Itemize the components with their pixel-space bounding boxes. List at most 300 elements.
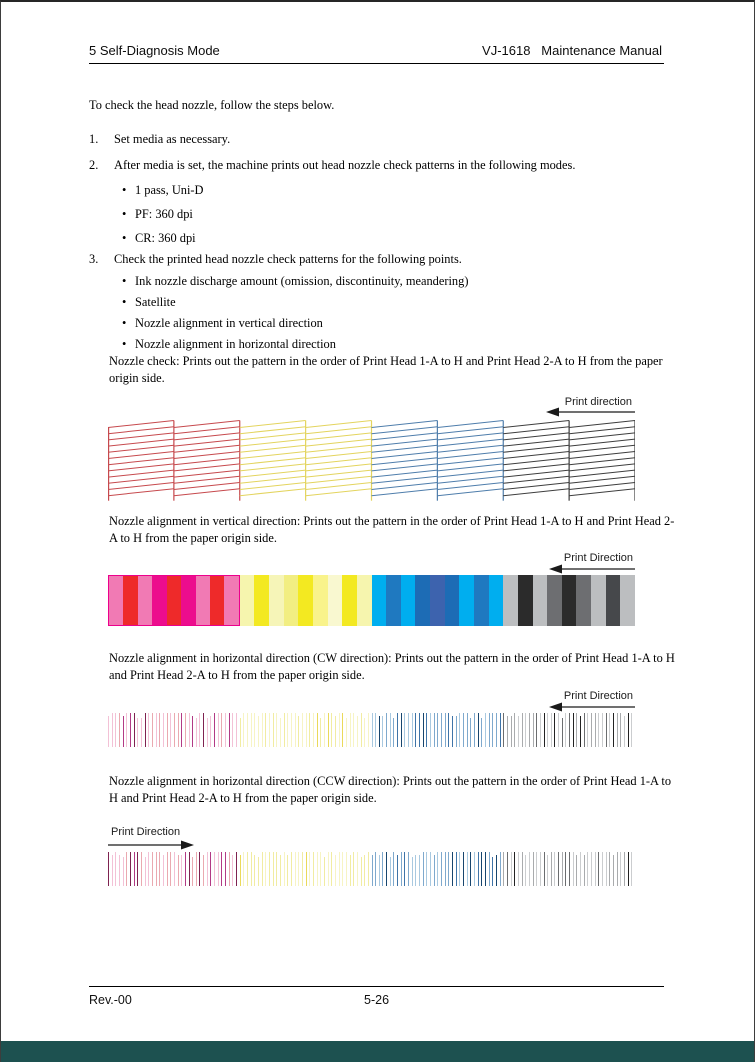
nozzle-line bbox=[419, 855, 420, 886]
print-direction-label: Print Direction bbox=[563, 552, 633, 564]
nozzle-line bbox=[507, 716, 508, 747]
nozzle-line bbox=[481, 718, 482, 747]
nozzle-line bbox=[456, 852, 457, 886]
nozzle-line bbox=[529, 713, 530, 747]
nozzle-line bbox=[119, 713, 120, 747]
bullet-text: Nozzle alignment in horizontal direction bbox=[135, 337, 336, 351]
nozzle-line bbox=[163, 713, 164, 747]
nozzle-line bbox=[328, 852, 329, 886]
nozzle-line bbox=[258, 857, 259, 886]
nozzle-line bbox=[115, 713, 116, 747]
nozzle-line bbox=[404, 852, 405, 886]
nozzle-line bbox=[624, 716, 625, 747]
bar bbox=[342, 575, 357, 626]
nozzle-line bbox=[262, 852, 263, 886]
step-text: After media is set, the machine prints out head nozzle check patterns in the following modes. bbox=[114, 158, 576, 172]
nozzle-line bbox=[115, 852, 116, 886]
nozzle-line bbox=[232, 713, 233, 747]
nozzle-line bbox=[357, 716, 358, 747]
nozzle-line bbox=[313, 852, 314, 886]
nozzle-line bbox=[185, 713, 186, 747]
nozzle-line bbox=[291, 852, 292, 886]
nozzle-line bbox=[536, 852, 537, 886]
nozzle-line bbox=[331, 852, 332, 886]
nozzle-line bbox=[609, 713, 610, 747]
nozzle-line bbox=[306, 713, 307, 747]
nozzle-line bbox=[225, 713, 226, 747]
bottom-bar bbox=[1, 1041, 754, 1062]
line-group-blue bbox=[372, 852, 504, 888]
nozzle-line bbox=[240, 718, 241, 747]
nozzle-line bbox=[130, 852, 131, 886]
line-group-yellow bbox=[240, 852, 372, 888]
nozzle-line bbox=[112, 855, 113, 886]
nozzle-line bbox=[522, 852, 523, 886]
nozzle-line bbox=[452, 852, 453, 886]
nozzle-line bbox=[364, 718, 365, 747]
nozzle-line bbox=[562, 718, 563, 747]
bar bbox=[518, 575, 533, 626]
nozzle-line bbox=[481, 852, 482, 886]
nozzle-line bbox=[324, 713, 325, 747]
nozzle-line bbox=[430, 852, 431, 886]
nozzle-line bbox=[489, 852, 490, 886]
horizontal-cw-pattern bbox=[108, 713, 635, 749]
bar bbox=[576, 575, 591, 626]
nozzle-line bbox=[364, 855, 365, 886]
nozzle-line bbox=[331, 713, 332, 747]
bullet-icon: • bbox=[122, 207, 127, 221]
nozzle-line bbox=[199, 713, 200, 747]
nozzle-line bbox=[269, 713, 270, 747]
nozzle-line bbox=[210, 716, 211, 747]
nozzle-line bbox=[426, 852, 427, 886]
nozzle-line bbox=[628, 713, 629, 747]
nozzle-line bbox=[580, 852, 581, 886]
nozzle-line bbox=[309, 713, 310, 747]
bar bbox=[591, 575, 606, 626]
step-number: 1. bbox=[89, 132, 99, 146]
nozzle-line bbox=[551, 852, 552, 886]
line-group-magenta bbox=[108, 713, 240, 749]
nozzle-line bbox=[247, 852, 248, 886]
nozzle-line bbox=[584, 713, 585, 747]
nozzle-line bbox=[445, 852, 446, 886]
bullet-text: Nozzle alignment in vertical direction bbox=[135, 316, 323, 330]
bar-group-cyan bbox=[372, 575, 504, 626]
nozzle-line bbox=[361, 857, 362, 886]
nozzle-line bbox=[174, 852, 175, 886]
nozzle-line bbox=[408, 852, 409, 886]
nozzle-line bbox=[243, 852, 244, 886]
nozzle-line bbox=[496, 855, 497, 886]
nozzle-line bbox=[397, 713, 398, 747]
nozzle-line bbox=[178, 855, 179, 886]
bullet-icon: • bbox=[122, 183, 127, 197]
nozzle-line bbox=[547, 855, 548, 886]
step-1 bbox=[89, 131, 230, 148]
bullet-item bbox=[122, 206, 193, 223]
nozzle-line bbox=[276, 852, 277, 886]
nozzle-line bbox=[522, 713, 523, 747]
nozzle-line bbox=[170, 852, 171, 886]
nozzle-line bbox=[280, 718, 281, 747]
print-direction-label: Print Direction bbox=[111, 826, 181, 838]
nozzle-line bbox=[324, 857, 325, 886]
nozzle-line bbox=[141, 718, 142, 747]
nozzle-line bbox=[580, 716, 581, 747]
nozzle-line bbox=[503, 713, 504, 747]
nozzle-line bbox=[137, 852, 138, 886]
nozzle-line bbox=[565, 852, 566, 886]
bullet-item bbox=[122, 230, 196, 247]
nozzle-line bbox=[587, 852, 588, 886]
nozzle-line bbox=[353, 713, 354, 747]
line-group-blue bbox=[372, 713, 504, 749]
nozzle-line bbox=[196, 852, 197, 886]
nozzle-line bbox=[536, 713, 537, 747]
bar-group-magenta bbox=[108, 575, 240, 626]
nozzle-line bbox=[346, 718, 347, 747]
bullet-text: Ink nozzle discharge amount (omission, discontinuity, meandering) bbox=[135, 274, 469, 288]
nozzle-line bbox=[503, 852, 504, 886]
nozzle-line bbox=[317, 713, 318, 747]
footer-rule bbox=[89, 986, 664, 987]
nozzle-line bbox=[218, 713, 219, 747]
nozzle-line bbox=[276, 713, 277, 747]
nozzle-line bbox=[207, 718, 208, 747]
nozzle-line bbox=[291, 713, 292, 747]
nozzle-line bbox=[126, 852, 127, 886]
nozzle-line bbox=[328, 713, 329, 747]
nozzle-line bbox=[558, 852, 559, 886]
bullet-item bbox=[122, 315, 323, 332]
nozzle-line bbox=[368, 713, 369, 747]
nozzle-line bbox=[251, 852, 252, 886]
nozzle-line bbox=[357, 852, 358, 886]
nozzle-line bbox=[221, 713, 222, 747]
nozzle-line bbox=[372, 855, 373, 886]
nozzle-line bbox=[598, 852, 599, 886]
bar bbox=[474, 575, 489, 626]
nozzle-line bbox=[174, 713, 175, 747]
nozzle-line bbox=[232, 855, 233, 886]
nozzle-line bbox=[251, 713, 252, 747]
nozzle-line bbox=[412, 713, 413, 747]
nozzle-line bbox=[342, 852, 343, 886]
nozzle-line bbox=[613, 855, 614, 886]
nozzle-line bbox=[218, 852, 219, 886]
bar bbox=[445, 575, 460, 626]
bar bbox=[386, 575, 401, 626]
nozzle-line bbox=[185, 852, 186, 886]
nozzle-line bbox=[295, 713, 296, 747]
nozzle-line bbox=[401, 713, 402, 747]
nozzle-line bbox=[511, 716, 512, 747]
nozzle-line bbox=[540, 713, 541, 747]
nozzle-line bbox=[573, 852, 574, 886]
nozzle-line bbox=[448, 713, 449, 747]
bar-group-yellow bbox=[240, 575, 372, 626]
bar bbox=[224, 576, 238, 625]
nozzle-line bbox=[350, 855, 351, 886]
nozzle-line bbox=[474, 713, 475, 747]
nozzle-line bbox=[470, 718, 471, 747]
nozzle-line bbox=[492, 713, 493, 747]
bar bbox=[503, 575, 518, 626]
nozzle-line bbox=[390, 713, 391, 747]
nozzle-line bbox=[478, 713, 479, 747]
nozzle-line bbox=[452, 716, 453, 747]
bar bbox=[181, 576, 195, 625]
nozzle-line bbox=[525, 713, 526, 747]
bar bbox=[152, 576, 166, 625]
nozzle-line bbox=[375, 713, 376, 747]
bar bbox=[357, 575, 372, 626]
nozzle-line bbox=[123, 857, 124, 886]
nozzle-line bbox=[514, 852, 515, 886]
bar bbox=[254, 575, 269, 626]
bullet-text: 1 pass, Uni-D bbox=[135, 183, 204, 197]
nozzle-line bbox=[609, 852, 610, 886]
nozzle-line bbox=[382, 716, 383, 747]
nozzle-line bbox=[408, 713, 409, 747]
caption-vertical: Nozzle alignment in vertical direction: Prints out the pattern in the order of Print Head 1-A to H and Print Head 2-A to H from the paper origin side. bbox=[109, 514, 675, 545]
nozzle-line bbox=[631, 852, 632, 886]
nozzle-line bbox=[474, 852, 475, 886]
nozzle-line bbox=[236, 713, 237, 747]
nozzle-line bbox=[192, 857, 193, 886]
nozzle-line bbox=[518, 716, 519, 747]
nozzle-line bbox=[437, 852, 438, 886]
nozzle-line bbox=[339, 852, 340, 886]
nozzle-line bbox=[137, 718, 138, 747]
nozzle-line bbox=[265, 852, 266, 886]
nozzle-line bbox=[393, 852, 394, 886]
nozzle-line bbox=[470, 852, 471, 886]
nozzle-line bbox=[134, 713, 135, 747]
nozzle-line bbox=[273, 852, 274, 886]
nozzle-line bbox=[284, 713, 285, 747]
nozzle-line bbox=[130, 713, 131, 747]
nozzle-line bbox=[390, 857, 391, 886]
bar bbox=[430, 575, 445, 626]
nozzle-line bbox=[489, 713, 490, 747]
bar bbox=[459, 575, 474, 626]
bar bbox=[415, 575, 430, 626]
nozzle-line bbox=[339, 713, 340, 747]
nozzle-line bbox=[287, 713, 288, 747]
nozzle-line bbox=[441, 713, 442, 747]
nozzle-line bbox=[134, 852, 135, 886]
bar bbox=[138, 576, 152, 625]
nozzle-line bbox=[379, 716, 380, 747]
nozzle-line bbox=[445, 713, 446, 747]
line-group-gray bbox=[503, 713, 635, 749]
nozzle-line bbox=[302, 852, 303, 886]
nozzle-line bbox=[573, 713, 574, 747]
nozzle-line bbox=[148, 852, 149, 886]
step-number: 3. bbox=[89, 252, 99, 266]
step-number: 2. bbox=[89, 158, 99, 172]
nozzle-line bbox=[108, 716, 109, 747]
nozzle-line bbox=[602, 713, 603, 747]
nozzle-line bbox=[181, 713, 182, 747]
horizontal-ccw-pattern bbox=[108, 852, 635, 888]
nozzle-line bbox=[375, 852, 376, 886]
nozzle-line bbox=[152, 713, 153, 747]
nozzle-line bbox=[280, 855, 281, 886]
nozzle-line bbox=[595, 852, 596, 886]
bar bbox=[210, 576, 224, 625]
nozzle-line bbox=[602, 852, 603, 886]
nozzle-line bbox=[207, 852, 208, 886]
nozzle-line bbox=[393, 718, 394, 747]
nozzle-line bbox=[295, 852, 296, 886]
nozzle-line bbox=[423, 713, 424, 747]
nozzle-line bbox=[415, 855, 416, 886]
nozzle-line bbox=[467, 713, 468, 747]
nozzle-line bbox=[514, 713, 515, 747]
nozzle-line bbox=[108, 852, 109, 886]
nozzle-line bbox=[496, 713, 497, 747]
nozzle-line bbox=[467, 852, 468, 886]
nozzle-check-pattern bbox=[108, 415, 635, 501]
nozzle-line bbox=[617, 713, 618, 747]
nozzle-line bbox=[320, 852, 321, 886]
nozzle-line bbox=[229, 852, 230, 886]
line-group-yellow bbox=[240, 713, 372, 749]
nozzle-line bbox=[221, 852, 222, 886]
nozzle-line bbox=[240, 855, 241, 886]
nozzle-line bbox=[178, 713, 179, 747]
nozzle-line bbox=[236, 852, 237, 886]
bar bbox=[284, 575, 299, 626]
nozzle-line bbox=[119, 855, 120, 886]
bullet-item bbox=[122, 182, 204, 199]
nozzle-line bbox=[335, 716, 336, 747]
bar bbox=[489, 575, 504, 626]
bar bbox=[328, 575, 343, 626]
nozzle-line bbox=[569, 713, 570, 747]
bar bbox=[123, 576, 137, 625]
nozzle-line bbox=[210, 852, 211, 886]
nozzle-line bbox=[456, 716, 457, 747]
nozzle-line bbox=[126, 713, 127, 747]
nozzle-line bbox=[189, 713, 190, 747]
nozzle-line bbox=[500, 713, 501, 747]
nozzle-line bbox=[620, 852, 621, 886]
nozzle-line bbox=[302, 713, 303, 747]
nozzle-line bbox=[434, 855, 435, 886]
nozzle-line bbox=[485, 852, 486, 886]
bullet-text: Satellite bbox=[135, 295, 176, 309]
bar bbox=[562, 575, 577, 626]
bar bbox=[547, 575, 562, 626]
bar bbox=[372, 575, 387, 626]
nozzle-line bbox=[214, 852, 215, 886]
nozzle-line bbox=[170, 713, 171, 747]
nozzle-line bbox=[163, 855, 164, 886]
nozzle-line bbox=[214, 713, 215, 747]
step-text: Set media as necessary. bbox=[114, 132, 231, 146]
nozzle-line bbox=[463, 713, 464, 747]
nozzle-line bbox=[587, 713, 588, 747]
bar bbox=[109, 576, 123, 625]
nozzle-line bbox=[254, 855, 255, 886]
bullet-icon: • bbox=[122, 337, 127, 351]
nozzle-line bbox=[152, 852, 153, 886]
bar-group-black bbox=[503, 575, 635, 626]
nozzle-line bbox=[273, 713, 274, 747]
nozzle-line bbox=[353, 852, 354, 886]
nozzle-line bbox=[459, 713, 460, 747]
nozzle-line bbox=[254, 713, 255, 747]
nozzle-line bbox=[554, 713, 555, 747]
nozzle-line bbox=[258, 716, 259, 747]
nozzle-line bbox=[156, 852, 157, 886]
line-group-gray bbox=[503, 852, 635, 888]
nozzle-line bbox=[298, 716, 299, 747]
nozzle-line bbox=[229, 713, 230, 747]
bullet-icon: • bbox=[122, 231, 127, 245]
nozzle-line bbox=[372, 713, 373, 747]
nozzle-line bbox=[606, 713, 607, 747]
nozzle-line bbox=[284, 852, 285, 886]
print-direction-left-arrow-icon bbox=[549, 701, 635, 713]
header-section-title: 5 Self-Diagnosis Mode bbox=[89, 43, 220, 58]
nozzle-line bbox=[518, 852, 519, 886]
nozzle-line bbox=[225, 852, 226, 886]
nozzle-line bbox=[554, 852, 555, 886]
nozzle-line bbox=[196, 718, 197, 747]
nozzle-line bbox=[350, 713, 351, 747]
nozzle-line bbox=[145, 713, 146, 747]
nozzle-line bbox=[415, 713, 416, 747]
nozzle-line bbox=[576, 713, 577, 747]
nozzle-line bbox=[167, 713, 168, 747]
nozzle-line bbox=[423, 852, 424, 886]
nozzle-line bbox=[243, 713, 244, 747]
bar bbox=[620, 575, 635, 626]
nozzle-line bbox=[141, 852, 142, 886]
nozzle-line bbox=[628, 852, 629, 886]
intro-text: To check the head nozzle, follow the steps below. bbox=[89, 98, 335, 112]
nozzle-line bbox=[529, 852, 530, 886]
nozzle-line bbox=[617, 852, 618, 886]
nozzle-line bbox=[317, 852, 318, 886]
bullet-item bbox=[122, 294, 176, 311]
nozzle-line bbox=[500, 852, 501, 886]
nozzle-line bbox=[544, 852, 545, 886]
bar bbox=[606, 575, 621, 626]
caption-cw: Nozzle alignment in horizontal direction (CW direction): Prints out the pattern in the order of Print Head 1-A to H and Print Head 2-A to H from the paper origin side. bbox=[109, 651, 675, 682]
nozzle-line bbox=[123, 716, 124, 747]
nozzle-line bbox=[320, 718, 321, 747]
bar bbox=[240, 575, 255, 626]
nozzle-line bbox=[379, 855, 380, 886]
bar bbox=[196, 576, 210, 625]
nozzle-line bbox=[401, 852, 402, 886]
nozzle-line bbox=[287, 855, 288, 886]
nozzle-line bbox=[386, 852, 387, 886]
nozzle-line bbox=[459, 852, 460, 886]
nozzle-line bbox=[551, 713, 552, 747]
nozzle-line bbox=[547, 713, 548, 747]
nozzle-line bbox=[313, 713, 314, 747]
nozzle-line bbox=[562, 852, 563, 886]
nozzle-line bbox=[430, 713, 431, 747]
